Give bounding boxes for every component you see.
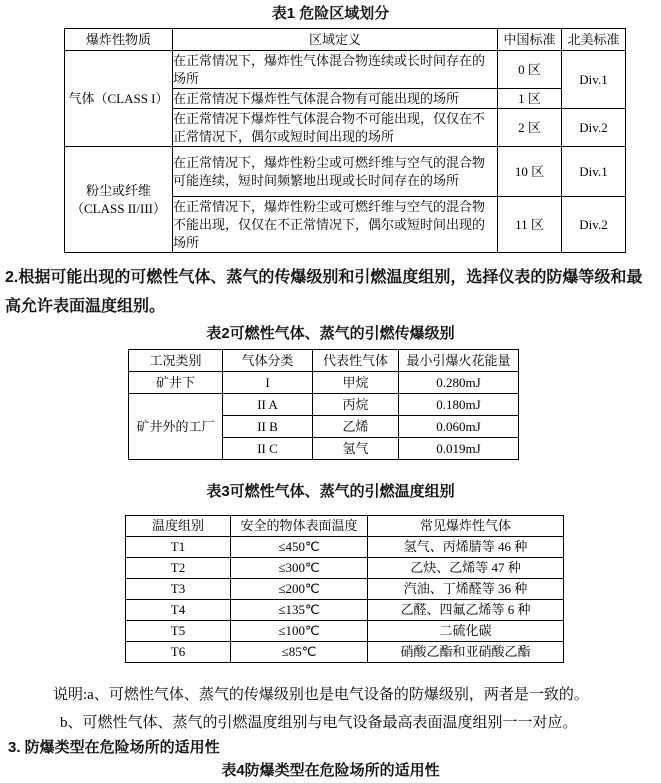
- table3-header-row: [126, 516, 564, 537]
- gas-propane-cell: 丙烷: [313, 394, 399, 416]
- table3-header-common-gases: 常见爆炸性气体: [368, 516, 564, 537]
- group-T6-cell: T6: [126, 642, 231, 663]
- table1-header-row: [65, 29, 626, 51]
- notes-block: [0, 681, 661, 737]
- gases-T1-cell: 氢气、丙烯腈等 46 种: [368, 537, 564, 558]
- energy-methane-cell: 0.280mJ: [399, 372, 519, 394]
- gas-hydrogen-cell: 氢气: [313, 438, 399, 460]
- temp-T2-cell: ≤300℃: [231, 558, 368, 579]
- table3-row-T5: [126, 621, 564, 642]
- zone2-cn-cell: 2 区: [498, 109, 562, 147]
- div2-gas-cell: Div.2: [562, 109, 626, 147]
- section2-paragraph: 2.根据可能出现的可燃性气体、蒸气的传爆级别和引燃温度组别，选择仪表的防爆等级和最高允许表面温度组别。: [5, 269, 643, 315]
- table1-row-zone10: [65, 147, 626, 197]
- substance-gas-cell: [65, 51, 173, 147]
- temp-T3-cell: ≤200℃: [231, 579, 368, 600]
- temp-T1-cell: ≤450℃: [231, 537, 368, 558]
- substance-gas-line1: 气体（CLASS I）: [68, 90, 169, 106]
- table2-header-representative-gas: 代表性气体: [313, 350, 399, 372]
- substance-dust-line1: 粉尘或纤维: [85, 182, 151, 198]
- note-a: 说明:a、可燃性气体、蒸气的传爆级别也是电气设备的防爆级别，两者是一致的。: [53, 687, 589, 703]
- zone1-cn-cell: 1 区: [498, 89, 562, 109]
- energy-propane-cell: 0.180mJ: [399, 394, 519, 416]
- group-T2-cell: T2: [126, 558, 231, 579]
- temp-T6-cell: ≤85℃: [231, 642, 368, 663]
- table2-header-category: 工况类别: [129, 350, 223, 372]
- zone2-definition-cell: 在正常情况下爆炸性气体混合物不可能出现，仅仅在不正常情况下，偶尔或短时间出现的场所: [173, 109, 498, 147]
- class-IIB-cell: II B: [223, 416, 313, 438]
- table2-ignition-classes: [128, 349, 519, 460]
- group-T1-cell: T1: [126, 537, 231, 558]
- class-IIA-cell: II A: [223, 394, 313, 416]
- zone11-cn-cell: 11 区: [498, 197, 562, 253]
- div1-dust-cell: Div.1: [562, 147, 626, 197]
- table3-row-T6: [126, 642, 564, 663]
- table2-row-IIA: [129, 394, 519, 416]
- table3-temperature-groups: [125, 515, 564, 663]
- table3-title: 表3可燃性气体、蒸气的引燃温度组别: [206, 483, 455, 500]
- gas-methane-cell: 甲烷: [313, 372, 399, 394]
- table2-header-min-energy: 最小引爆火花能量: [399, 350, 519, 372]
- class-I-cell: I: [223, 372, 313, 394]
- table3-row-T1: [126, 537, 564, 558]
- section3-heading: 3. 防爆类型在危险场所的适用性: [8, 739, 220, 756]
- zone10-cn-cell: 10 区: [498, 147, 562, 197]
- zone1-definition-cell: 在正常情况下爆炸性气体混合物有可能出现的场所: [173, 89, 498, 109]
- group-T4-cell: T4: [126, 600, 231, 621]
- table2-header-row: [129, 350, 519, 372]
- gases-T4-cell: 乙醛、四氟乙烯等 6 种: [368, 600, 564, 621]
- table3-row-T4: [126, 600, 564, 621]
- energy-ethylene-cell: 0.060mJ: [399, 416, 519, 438]
- group-T3-cell: T3: [126, 579, 231, 600]
- temp-T5-cell: ≤100℃: [231, 621, 368, 642]
- div2-dust-cell: Div.2: [562, 197, 626, 253]
- table1-header-na-standard: 北美标准: [562, 29, 626, 51]
- gases-T5-cell: 二硫化碳: [368, 621, 564, 642]
- zone11-definition-cell: 在正常情况下，爆炸性粉尘或可燃纤维与空气的混合物不能出现，仅仅在不正常情况下，偶尔或短时间出现的场所: [173, 197, 498, 253]
- table2-title: 表2可燃性气体、蒸气的引燃传爆级别: [206, 325, 455, 342]
- zone0-definition-cell: 在正常情况下，爆炸性气体混合物连续或长时间存在的场所: [173, 51, 498, 89]
- table1-hazard-zones: [64, 28, 626, 253]
- table1-header-substance: 爆炸性物质: [65, 29, 173, 51]
- table1-title: 表1 危险区域划分: [271, 5, 390, 22]
- table3-header-group: 温度组别: [126, 516, 231, 537]
- gas-ethylene-cell: 乙烯: [313, 416, 399, 438]
- energy-hydrogen-cell: 0.019mJ: [399, 438, 519, 460]
- zone0-cn-cell: 0 区: [498, 51, 562, 89]
- table1-header-cn-standard: 中国标准: [498, 29, 562, 51]
- note-b: b、可燃性气体、蒸气的引燃温度组别与电气设备最高表面温度组别一一对应。: [60, 715, 578, 731]
- div1-gas-cell: Div.1: [562, 51, 626, 109]
- category-factory-cell: 矿井外的工厂: [129, 394, 223, 460]
- gases-T6-cell: 硝酸乙酯和亚硝酸乙酯: [368, 642, 564, 663]
- table2-row-mine: [129, 372, 519, 394]
- substance-dust-line2: （CLASS II/III）: [71, 200, 166, 216]
- table1-row-zone0: [65, 51, 626, 89]
- table3-header-surface-temp: 安全的物体表面温度: [231, 516, 368, 537]
- class-IIC-cell: II C: [223, 438, 313, 460]
- table1-header-definition: 区域定义: [173, 29, 498, 51]
- substance-dust-cell: [65, 147, 173, 253]
- temp-T4-cell: ≤135℃: [231, 600, 368, 621]
- group-T5-cell: T5: [126, 621, 231, 642]
- category-mine-cell: 矿井下: [129, 372, 223, 394]
- gases-T3-cell: 汽油、丁烯醛等 36 种: [368, 579, 564, 600]
- gases-T2-cell: 乙炔、乙烯等 47 种: [368, 558, 564, 579]
- table2-header-gas-class: 气体分类: [223, 350, 313, 372]
- table4-title: 表4防爆类型在危险场所的适用性: [221, 762, 440, 779]
- table3-row-T3: [126, 579, 564, 600]
- table3-row-T2: [126, 558, 564, 579]
- zone10-definition-cell: 在正常情况下，爆炸性粉尘或可燃纤维与空气的混合物可能连续，短时间频繁地出现或长时间存在的场所: [173, 147, 498, 197]
